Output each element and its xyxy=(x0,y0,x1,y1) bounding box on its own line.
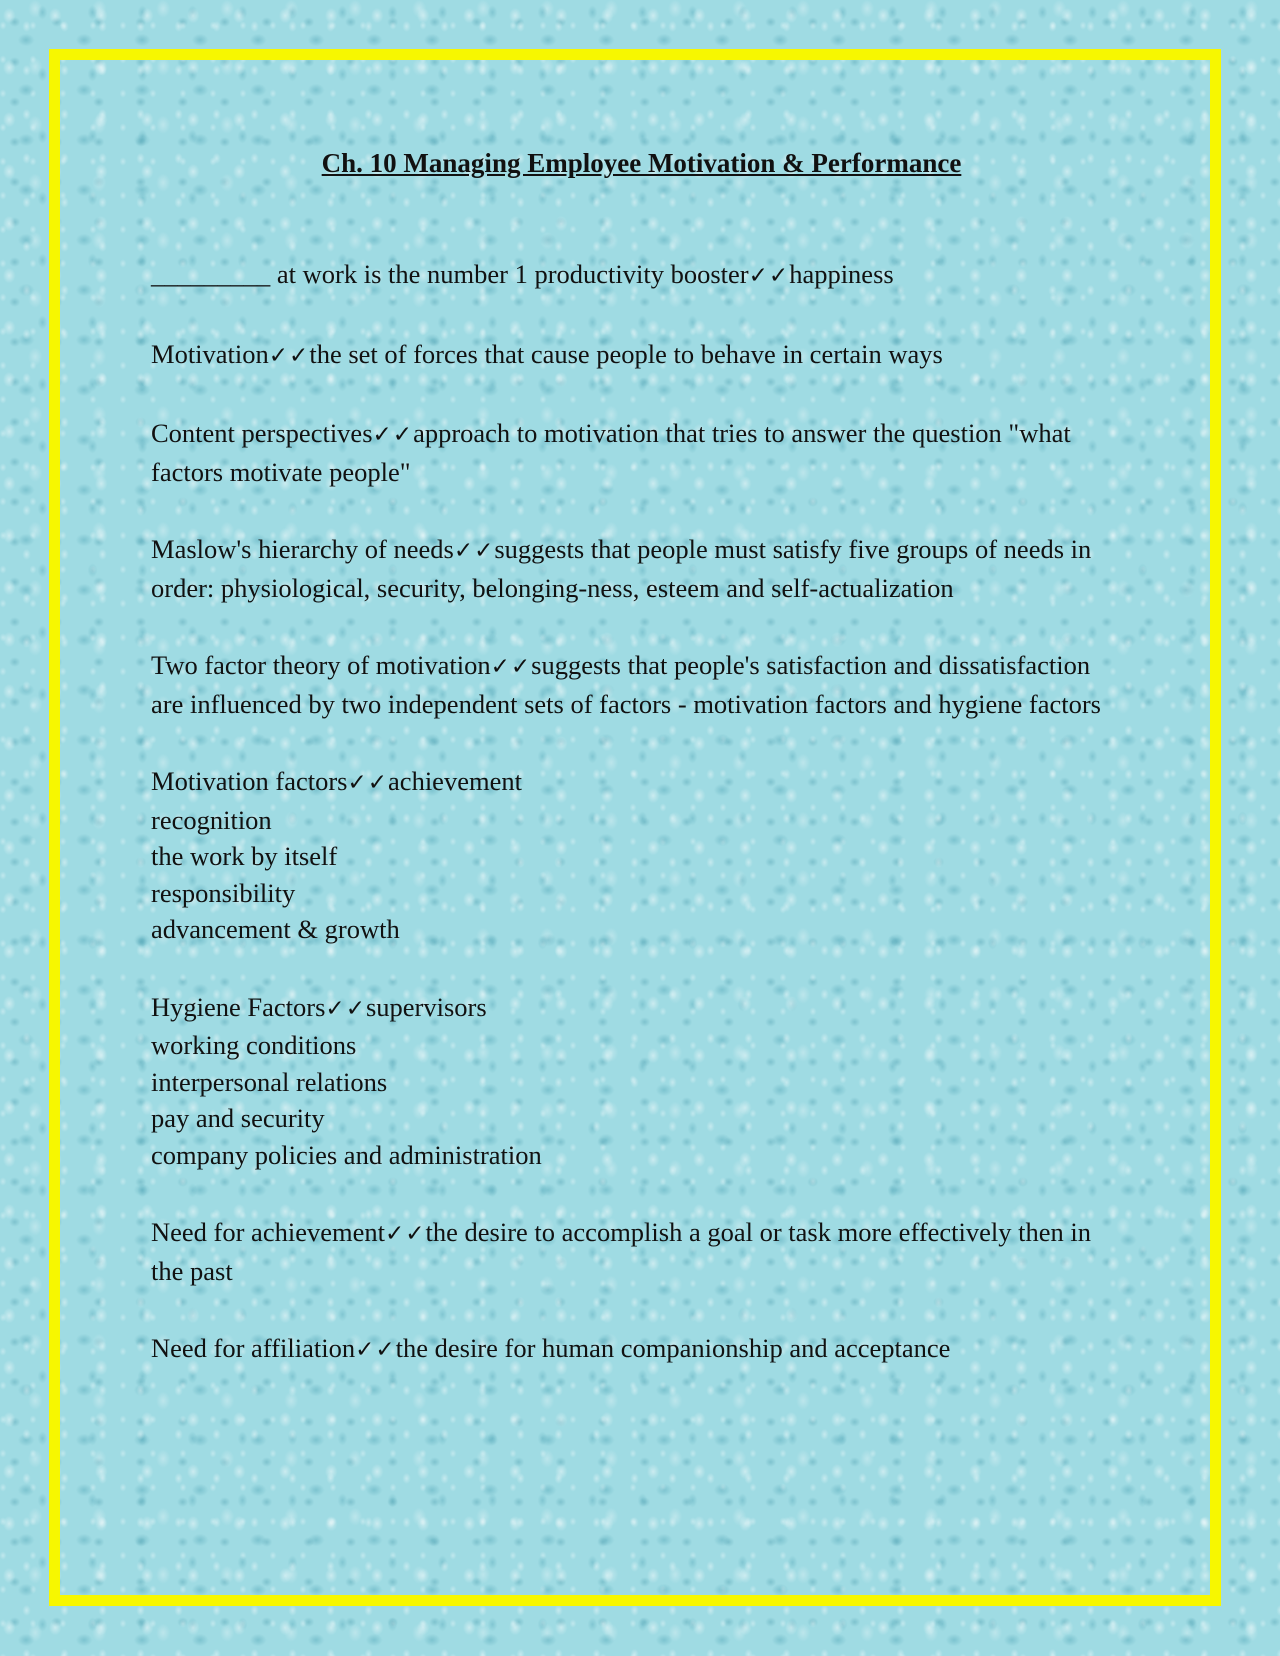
card-term: Motivation xyxy=(151,338,269,369)
card-term: Hygiene Factors xyxy=(151,991,326,1022)
double-check-icon: ✓✓ xyxy=(384,1221,426,1247)
flashcard xyxy=(151,989,1116,1174)
card-definition: suggests that people must satisfy five groups of needs in order: physiological, security, belonging-ness, esteem and self-actualization xyxy=(151,534,1092,603)
card-term: Maslow's hierarchy of needs xyxy=(151,534,454,564)
double-check-icon: ✓✓ xyxy=(453,538,495,564)
document-body xyxy=(151,148,1116,1410)
flashcard xyxy=(151,415,1116,490)
flashcard xyxy=(151,1214,1116,1289)
double-check-icon: ✓✓ xyxy=(748,263,790,289)
double-check-icon: ✓✓ xyxy=(268,342,310,369)
card-list-line: interpersonal relations xyxy=(151,1066,388,1097)
card-definition: the set of forces that cause people to behave in certain ways xyxy=(309,338,943,369)
card-term: _________ at work is the number 1 productivity booster xyxy=(151,259,749,289)
card-definition: approach to motivation that tries to answer the question "what factors motivate people" xyxy=(151,418,1071,487)
flashcard xyxy=(151,763,1116,948)
flashcard xyxy=(151,531,1116,606)
card-term: Need for affiliation xyxy=(151,1333,356,1363)
card-list-line: pay and security xyxy=(151,1103,325,1133)
double-check-icon: ✓✓ xyxy=(490,654,532,680)
card-list-line: working conditions xyxy=(151,1030,357,1060)
card-list-line: the work by itself xyxy=(151,841,338,871)
double-check-icon: ✓✓ xyxy=(347,770,389,796)
card-term: Content perspectives xyxy=(151,418,373,448)
flashcard xyxy=(151,256,1116,295)
card-definition: the desire to accomplish a goal or task more effectively then in the past xyxy=(151,1217,1091,1286)
card-definition: supervisors xyxy=(365,991,487,1022)
card-list-line: responsibility xyxy=(151,877,296,908)
document-title: Ch. 10 Managing Employee Motivation & Performance xyxy=(321,148,962,178)
card-term: Motivation factors xyxy=(151,766,348,796)
flashcard xyxy=(151,1330,1116,1369)
flashcard xyxy=(151,647,1116,722)
card-list-line: company policies and administration xyxy=(151,1139,542,1170)
double-check-icon: ✓✓ xyxy=(355,1337,396,1363)
double-check-icon: ✓✓ xyxy=(372,422,414,448)
card-term: Two factor theory of motivation xyxy=(151,650,491,680)
card-list-line: advancement & growth xyxy=(151,914,400,944)
card-definition: suggests that people's satisfaction and dissatisfaction are influenced by two independent sets of factors - motivation factors and hygiene factors xyxy=(151,650,1101,719)
card-list-line: recognition xyxy=(151,804,272,835)
double-check-icon: ✓✓ xyxy=(325,995,366,1022)
card-term: Need for achievement xyxy=(151,1217,385,1247)
card-definition: happiness xyxy=(789,259,894,289)
card-definition: achievement xyxy=(388,766,522,796)
card-definition: the desire for human companionship and acceptance xyxy=(395,1333,951,1363)
flashcard xyxy=(151,336,1116,375)
